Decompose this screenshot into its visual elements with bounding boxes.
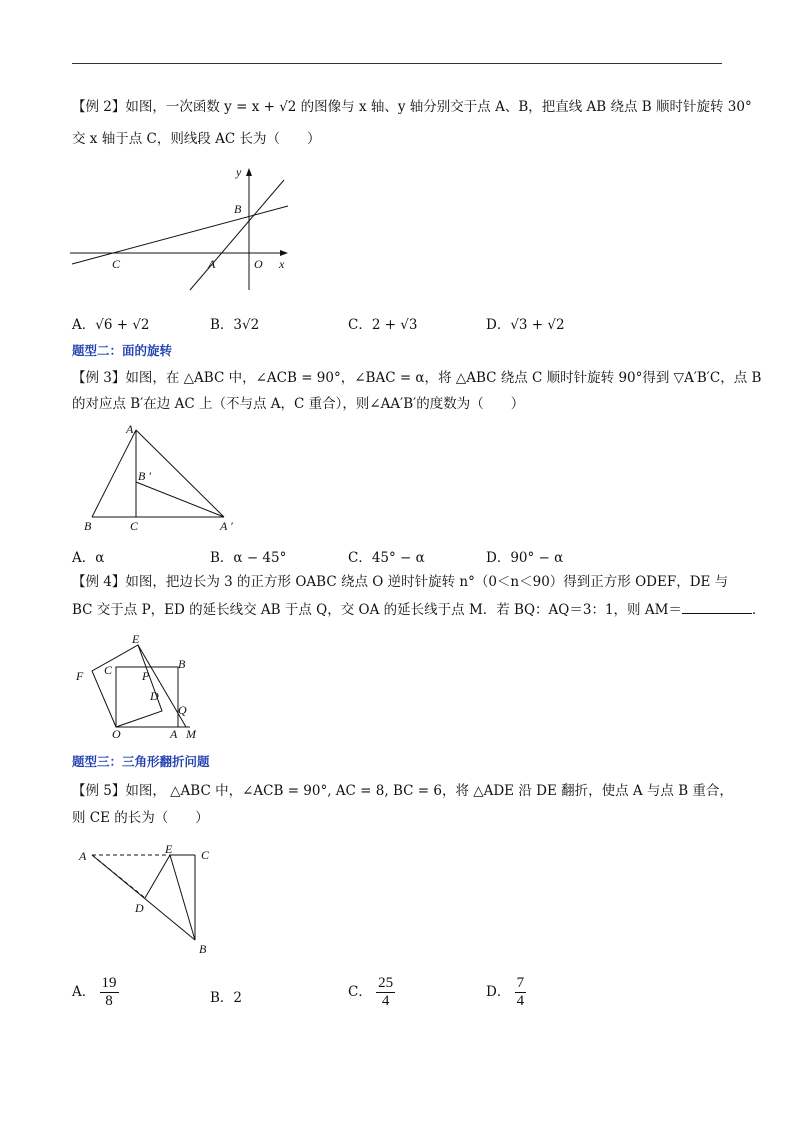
ex5-label-C: C [201,848,210,862]
ex2-question-line2: 交 x 轴于点 C，则线段 AC 长为（ ） [72,131,321,147]
ex2-label-O: O [254,257,263,271]
ex5-option-c-numerator: 25 [378,975,394,991]
ex5-option-a-fraction [100,975,119,1010]
ex5-question-line1: 【例 5】如图， △ABC 中，∠ACB = 90°, AC = 8, BC = 6，将 △ADE 沿 DE 翻折，使点 A 与点 B 重合， [72,783,733,799]
ex5-question-line2: 则 CE 的长为（ ） [72,810,209,826]
ex4-question-line2 [72,601,765,619]
ex4-question-text: BC 交于点 P，ED 的延长线交 AB 于点 Q，交 OA 的延长线于点 M．若 BQ：AQ＝3：1，则 AM＝ [72,602,682,618]
ex2-label-A: A [208,257,216,271]
ex4-label-C: C [104,663,113,677]
ex3-option-d: D．90° − α [486,550,564,566]
ex2-option-d: D．√3 + √2 [486,317,565,333]
ex5-option-d-numerator: 7 [516,975,525,991]
ex5-option-c-denominator: 4 [381,993,390,1009]
ex5-option-d-prefix: D． [486,984,511,1000]
type3-heading: 题型三：三角形翻折问题 [72,754,210,769]
ex4-label-P: P [142,669,150,683]
ex5-label-D: D [135,901,144,915]
ex2-option-c: C．2 + √3 [348,317,418,333]
ex3-option-c: C．45° − α [348,550,425,566]
ex5-option-a-denominator: 8 [105,993,113,1009]
ex5-option-a [72,975,119,1010]
ex2-question-line1: 【例 2】如图，一次函数 y = x + √2 的图像与 x 轴、y 轴分别交于点 A、B，把直线 AB 绕点 B 顺时针旋转 30° [72,99,752,115]
ex5-label-A: A [79,849,87,863]
ex5-label-B: B [199,942,207,956]
ex2-label-B: B [234,202,242,216]
ex4-label-B: B [178,657,186,671]
ex5-figure [75,840,235,960]
ex4-label-D: D [150,689,159,703]
ex2-option-a: A．√6 + √2 [72,317,150,333]
ex3-label-C: C [130,519,139,533]
ex3-question-line2: 的对应点 B′在边 AC 上（不与点 A，C 重合），则∠AA′B′的度数为（ ） [72,396,525,412]
ex3-figure [80,420,250,535]
header-rule [72,63,722,64]
ex2-label-y: y [236,165,242,179]
ex4-question-end: ． [751,602,766,618]
ex4-label-F: F [76,669,84,683]
ex4-question-line1: 【例 4】如图，把边长为 3 的正方形 OABC 绕点 O 逆时针旋转 n°（0＜n＜90）得到正方形 ODEF，DE 与 [72,574,729,590]
ex4-answer-blank [682,601,752,614]
ex3-question-line1: 【例 3】如图，在 △ABC 中，∠ACB = 90°，∠BAC = α，将 △ABC 绕点 C 顺时针旋转 90°得到 ▽A′B′C，点 B [72,370,762,386]
ex3-option-a: A．α [72,550,105,566]
ex5-option-b: B．2 [210,990,243,1006]
ex5-option-d [486,975,526,1010]
ex5-option-c [348,975,395,1010]
ex3-label-Aprime: A ′ [220,519,233,533]
ex3-label-B: B [84,519,92,533]
type2-heading: 题型二：面的旋转 [72,343,173,358]
ex5-label-E: E [165,842,173,856]
ex4-label-O: O [112,727,121,741]
ex5-option-a-numerator: 19 [101,975,117,991]
ex5-option-a-prefix: A． [72,984,96,1000]
ex2-label-x: x [279,257,285,271]
ex4-label-A: A [170,727,178,741]
ex4-label-M: M [186,727,196,741]
ex5-option-d-fraction [515,975,527,1010]
ex5-option-d-denominator: 4 [516,993,525,1009]
ex2-option-b: B．3√2 [210,317,260,333]
ex4-label-Q: Q [178,703,187,717]
ex3-label-Bprime: B ′ [138,469,151,483]
ex2-label-C: C [112,257,121,271]
ex2-figure [60,160,300,280]
ex4-figure [70,630,210,742]
ex4-label-E: E [132,632,140,646]
ex3-option-b: B．α − 45° [210,550,287,566]
ex3-label-A: A [126,422,134,436]
ex5-option-c-fraction [376,975,395,1010]
ex5-option-c-prefix: C． [348,984,372,1000]
